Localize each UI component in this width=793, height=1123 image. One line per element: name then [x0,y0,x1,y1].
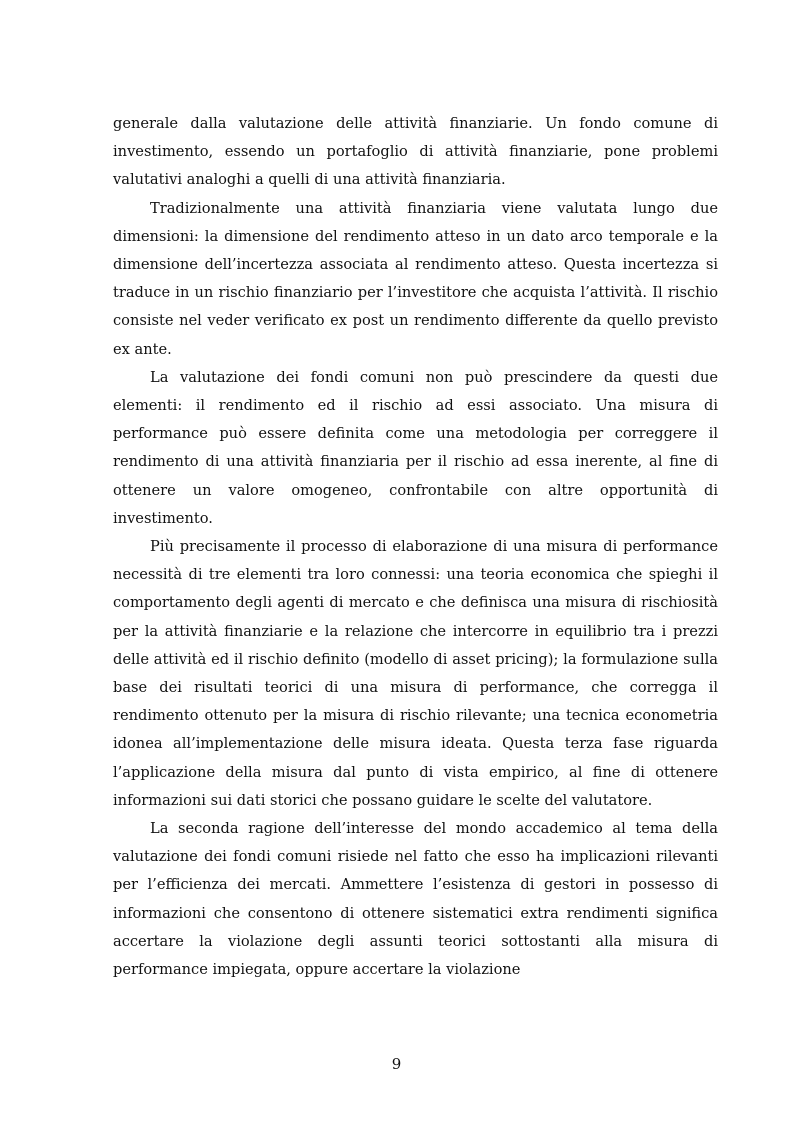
paragraph-elaboration-process: Più precisamente il processo di elaborazione di una misura di performance necessità di tre elementi tra loro connessi: una teoria economica che spieghi il comportamento degli agenti di mercato e che definisca una misura di rischiosità per la attività finanziarie e la relazione che intercorre in equilibrio tra i prezzi delle attività ed il rischio definito (modello di asset pricing); la formulazione sulla base dei risultati teorici di una misura di performance, che corregga il rendimento ottenuto per la misura di rischio rilevante; una tecnica econometria idonea all’implementazione delle misura ideata. Questa terza fase riguarda l’applicazione della misura dal punto di vista empirico, al fine di ottenere informazioni sui dati storici che possano guidare le scelte del valutatore. [113,538,718,809]
document-body [113,110,718,984]
page-number: 9 [391,1055,402,1073]
paragraph-continued: generale dalla valutazione delle attività finanziarie. Un fondo comune di investimento, essendo un portafoglio di attività finanziarie, pone problemi valutativi analoghi a quelli di una attività finanziaria. [113,115,718,189]
paragraph-return-and-risk: Tradizionalmente una attività finanziaria viene valutata lungo due dimensioni: la dimensione del rendimento atteso in un dato arco temporale e la dimensione dell’incertezza associata al rendimento atteso. Questa incertezza si traduce in un rischio finanziario per l’investitore che acquista l’attività. Il rischio consiste nel veder verificato ex post un rendimento differente da quello previsto ex ante. [113,199,718,358]
paragraph-market-efficiency: La seconda ragione dell’interesse del mondo accademico al tema della valutazione dei fondi comuni risiede nel fatto che esso ha implicazioni rilevanti per l’efficienza dei mercati. Ammettere l’esistenza di gestori in possesso di informazioni che consentono di ottenere sistematici extra rendimenti significa accertare la violazione degli assunti teorici sottostanti alla misura di performance impiegata, oppure accertare la violazione [113,820,718,979]
paragraph-performance-measure: La valutazione dei fondi comuni non può prescindere da questi due elementi: il rendimento ed il rischio ad essi associato. Una misura di performance può essere definita come una metodologia per correggere il rendimento di una attività finanziaria per il rischio ad essa inerente, al fine di ottenere un valore omogeneo, confrontabile con altre opportunità di investimento. [113,368,718,527]
